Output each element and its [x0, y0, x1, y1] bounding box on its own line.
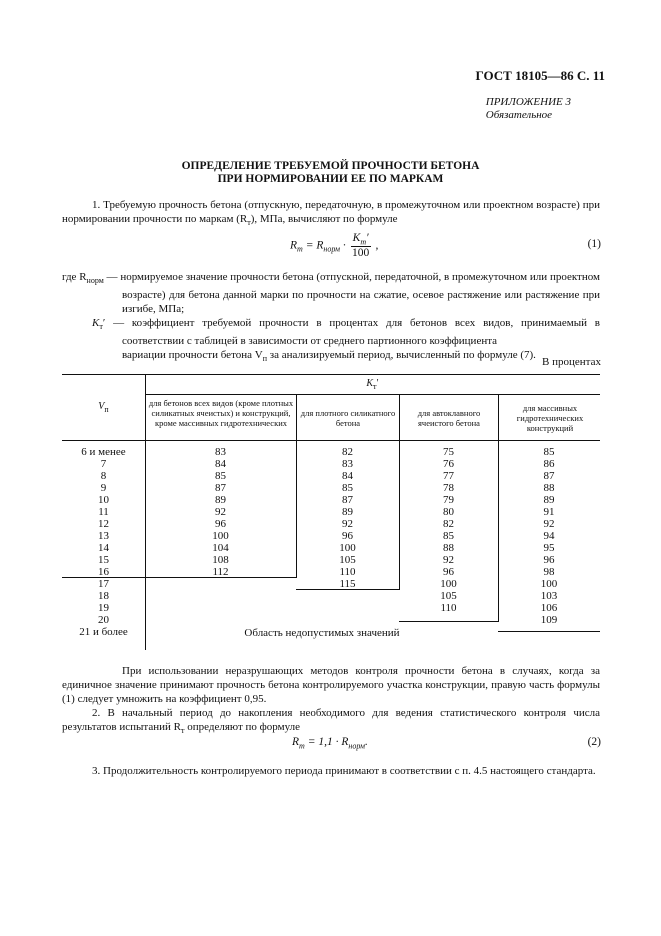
table-cell-value: 92 [543, 518, 555, 530]
table-cell-value: 85 [215, 470, 226, 482]
table-cell-value: 110 [440, 602, 457, 614]
table-cell-value: 94 [543, 530, 555, 542]
table-cell-value: 76 [443, 458, 454, 470]
table-cell-vn: 18 [98, 590, 109, 602]
table-cell-value: 80 [443, 506, 454, 518]
table-cell-vn: 6 и менее [81, 446, 126, 458]
table-cell-value: 82 [443, 518, 454, 530]
kt-column-dense-silicate [296, 446, 399, 590]
table-cell-value: 109 [540, 614, 558, 626]
table-cell-value: 83 [342, 458, 353, 470]
table-cell-value: 84 [342, 470, 353, 482]
invalid-region-label: Область недопустимых значений [244, 627, 400, 639]
table-cell-value: 92 [443, 554, 454, 566]
table-cell-value: 106 [540, 602, 558, 614]
title-line-2: ПРИ НОРМИРОВАНИИ ЕЕ ПО МАРКАМ [217, 173, 444, 185]
vn-header: $V_п$ [98, 401, 109, 414]
table-cell-value: 100 [440, 578, 457, 590]
table-cell-vn: 10 [98, 494, 109, 506]
table-cell-value: 110 [339, 566, 356, 578]
table-cell-vn: 13 [98, 530, 109, 542]
table-cell-value: 92 [342, 518, 353, 530]
appendix-label: ПРИЛОЖЕНИЕ 3 [485, 96, 571, 108]
table-cell-vn: 14 [98, 542, 109, 554]
where-def-2b: вариации прочности бетона $V_п$ за анализируемый период, вычисленный по формуле (7). [122, 349, 536, 364]
vn-column [62, 446, 145, 638]
table-cell-value: 86 [543, 458, 555, 470]
table-cell-value: 89 [215, 494, 226, 506]
appendix-block [486, 96, 571, 122]
table-cell-value: 75 [443, 446, 454, 458]
table-cell-value: 88 [443, 542, 454, 554]
table-cell-vn: 9 [100, 482, 107, 494]
table-cell-value: 95 [543, 542, 555, 554]
table-cell-vn: 19 [98, 602, 109, 614]
table-cell-vn: 7 [100, 458, 107, 470]
table-cell-value: 85 [543, 446, 555, 458]
table-cell-value: 85 [443, 530, 454, 542]
table-cell-value: 77 [443, 470, 454, 482]
table-cell-vn: 8 [100, 470, 107, 482]
where-def-1: где $R_{норм}$ — нормируемое значение прочности бетона (отпускной, передаточной, в промежуточном или проектном возрасте) для бетона данной марки по прочности на сжатие, осевое растяжение или растяжение при изгибе, МПа; [62, 271, 600, 316]
table-cell-vn: 17 [98, 578, 109, 590]
formula-2: $R_т = 1,1 \cdot R_{норм}$. [292, 736, 368, 751]
table-cell-value: 96 [342, 530, 353, 542]
where-definitions [62, 270, 600, 367]
table-cell-value: 100 [339, 542, 356, 554]
table-cell-value: 98 [543, 566, 555, 578]
paragraph-1: 1. Требуемую прочность бетона (отпускную, передаточную, в промежуточном или проектном возрасте) при нормировании прочности по маркам $(R_т)$, МПа, вычисляют по формуле [62, 199, 600, 228]
table-cell-value: 103 [540, 590, 558, 602]
table-cell-value: 91 [543, 506, 555, 518]
paragraph-3: 3. Продолжительность контролируемого периода принимают в соответствии с п. 4.5 настоящего стандарта. [92, 765, 596, 777]
formula-1-number: (1) [587, 238, 601, 250]
paragraph-nondestructive: При использовании неразрушающих методов контроля прочности бетона в случаях, когда за единичное значение принимают прочность бетона контролируемого участка конструкции, правую часть формулы (1) следует умножить на коэффициент 0,95. [62, 665, 600, 705]
col-header-autoclave-cellular: для автоклавного ячеистого бетона [417, 408, 481, 428]
table-cell-vn: 12 [98, 518, 109, 530]
table-cell-value: 84 [215, 458, 226, 470]
table-cell-value: 92 [215, 506, 226, 518]
table-cell-value: 115 [339, 578, 356, 590]
kt-column-all-concretes [145, 446, 296, 578]
col-header-all-concretes: для бетонов всех видов (кроме плотных силикатных ячеистых) и конструкций, кроме массивных гидротехнических [148, 398, 294, 428]
table-cell-value: 87 [342, 494, 353, 506]
kt-group-header: $K_т'$ [366, 378, 379, 391]
table-cell-value: 100 [540, 578, 558, 590]
formula-1: $R_т = R_{норм}$ · $\frac{K_т'}{100}$ , [290, 232, 379, 260]
table-cell-vn: 11 [98, 506, 109, 518]
table-unit: В процентах [542, 356, 601, 368]
table-cell-vn: 16 [98, 566, 109, 578]
table-cell-value: 96 [543, 554, 555, 566]
table-cell-value: 85 [342, 482, 353, 494]
table-cell-value: 87 [215, 482, 226, 494]
table-cell-value: 78 [443, 482, 454, 494]
table-cell-value: 105 [440, 590, 457, 602]
table-cell-value: 88 [543, 482, 555, 494]
table-cell-value: 112 [212, 566, 229, 578]
table-cell-value: 83 [215, 446, 226, 458]
table-cell-vn: 21 и более [79, 626, 128, 638]
table-cell-value: 108 [212, 554, 229, 566]
title-line-1: ОПРЕДЕЛЕНИЕ ТРЕБУЕМОЙ ПРОЧНОСТИ БЕТОНА [181, 160, 480, 172]
formula-2-number: (2) [587, 736, 601, 748]
col-header-dense-silicate: для плотного силикатного бетона [300, 408, 396, 428]
table-cell-value: 96 [215, 518, 226, 530]
kt-column-autoclave-cellular [399, 446, 498, 614]
table-cell-value: 104 [212, 542, 229, 554]
table-cell-vn: 15 [98, 554, 109, 566]
kt-column-massive-hydro [498, 446, 600, 626]
col-header-massive-hydro: для массивных гидротехнических конструкций [516, 403, 584, 433]
table-cell-value: 79 [443, 494, 454, 506]
table-cell-value: 105 [339, 554, 356, 566]
table-cell-value: 89 [543, 494, 555, 506]
table-cell-value: 100 [212, 530, 229, 542]
table-cell-value: 96 [443, 566, 454, 578]
where-def-2: $K_т'$ — коэффициент требуемой прочности в процентах для бетонов всех видов, принимаемый в соответствии с таблицей в зависимости от среднего партионного коэффициента [92, 317, 600, 348]
table-cell-value: 82 [342, 446, 353, 458]
table-cell-value: 89 [342, 506, 353, 518]
table-cell-value: 87 [543, 470, 555, 482]
document-reference: ГОСТ 18105—86 С. 11 [475, 68, 605, 83]
table-cell-vn: 20 [98, 614, 109, 626]
section-title [0, 160, 661, 186]
paragraph-2: 2. В начальный период до накопления необходимого для ведения статистического контроля числа результатов испытаний $R_т$ определяют по формуле [62, 707, 600, 736]
appendix-status: Обязательное [485, 109, 553, 121]
